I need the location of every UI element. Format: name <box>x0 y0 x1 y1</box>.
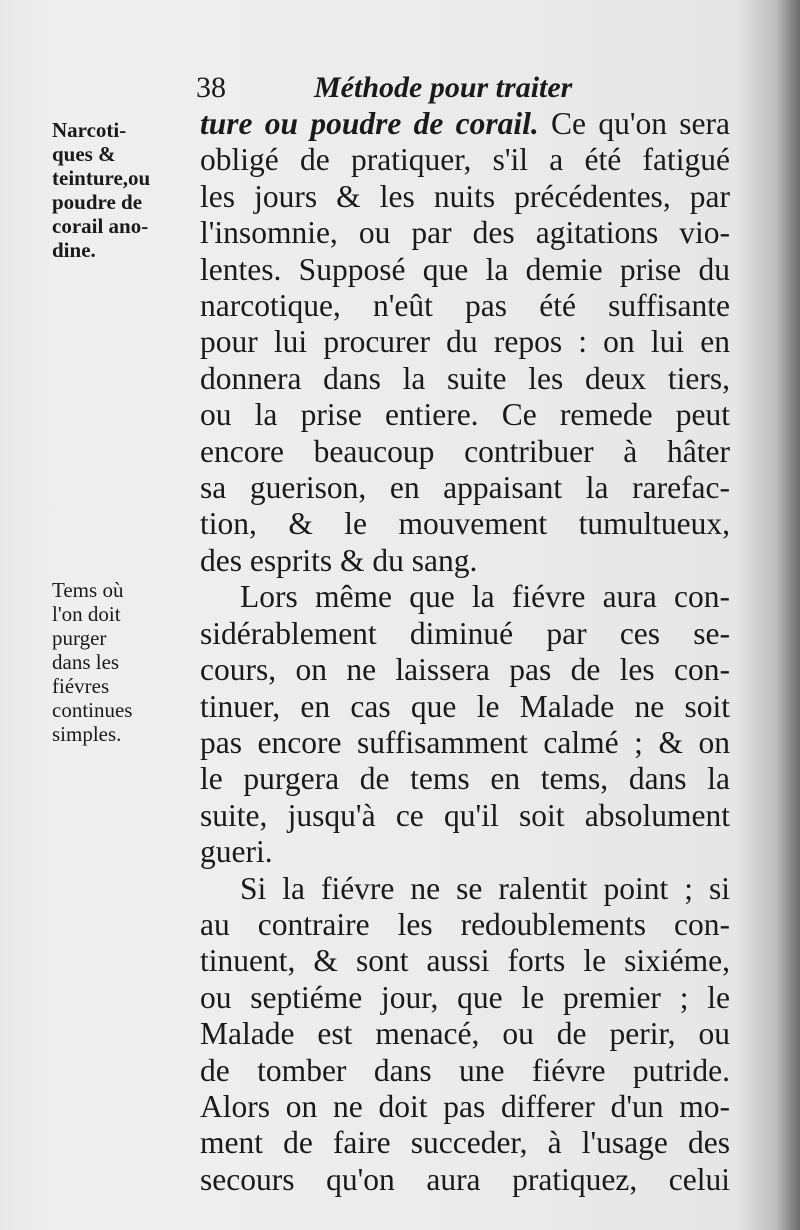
body-text <box>200 106 730 1198</box>
body-line-first-rest: Ce qu'on sera <box>538 106 730 141</box>
body-line: Alors on ne doit pas differer d'un mo- <box>200 1088 730 1124</box>
body-line: ou la prise entiere. Ce remede peut <box>200 397 730 433</box>
body-line: donnera dans la suite les deux tiers, <box>200 360 730 396</box>
body-line: lentes. Supposé que la demie prise du <box>200 251 730 287</box>
margin-note-line: simples. <box>52 722 122 746</box>
body-line: le purgera de tems en tems, dans la <box>200 761 730 797</box>
margin-note-line: dine. <box>52 238 96 262</box>
body-line: ment de faire succeder, à l'usage des <box>200 1125 730 1161</box>
margin-note-line: l'on doit <box>52 602 121 626</box>
page-header <box>196 68 716 108</box>
body-line-paragraph-start: Lors même que la fiévre aura con- <box>240 579 730 615</box>
body-line: l'insomnie, ou par des agitations vio- <box>200 215 730 251</box>
body-line: cours, on ne laissera pas de les con- <box>200 652 730 688</box>
body-line-first <box>200 106 730 142</box>
body-line: tinuer, en cas que le Malade ne soit <box>200 688 730 724</box>
body-line: pas encore suffisamment calmé ; & on <box>200 724 730 760</box>
body-line: pour lui procurer du repos : on lui en <box>200 324 730 360</box>
body-line-paragraph-start: Si la fiévre ne se ralentit point ; si <box>240 870 730 906</box>
margin-note-narcotics <box>52 118 184 262</box>
body-line: les jours & les nuits précédentes, par <box>200 178 730 214</box>
body-line: secours qu'on aura pratiquez, celui <box>200 1161 730 1197</box>
body-line: tion, & le mouvement tumultueux, <box>200 506 730 542</box>
body-line: encore beaucoup contribuer à hâter <box>200 433 730 469</box>
margin-note-line: continues <box>52 698 133 722</box>
body-line: Malade est menacé, ou de perir, ou <box>200 1016 730 1052</box>
body-line-paragraph-end: gueri. <box>200 834 273 870</box>
body-line: tinuent, & sont aussi forts le sixiéme, <box>200 943 730 979</box>
body-line: au contraire les redoublements con- <box>200 906 730 942</box>
margin-note-line: teinture,ou <box>52 166 151 190</box>
body-line: de tomber dans une fiévre putride. <box>200 1052 730 1088</box>
body-line: sidérablement diminué par ces se- <box>200 615 730 651</box>
margin-note-line: Narcoti- <box>52 118 127 142</box>
margin-note-purge-timing <box>52 578 184 746</box>
margin-note-line: Tems où <box>52 578 124 602</box>
body-line: obligé de pratiquer, s'il a été fatigué <box>200 142 730 178</box>
margin-note-line: purger <box>52 626 107 650</box>
margin-note-line: dans les <box>52 650 120 674</box>
page-number: 38 <box>196 71 226 104</box>
body-line: ou septiéme jour, que le premier ; le <box>200 979 730 1015</box>
body-line: narcotique, n'eût pas été suffisante <box>200 288 730 324</box>
margin-note-line: corail ano- <box>52 214 149 238</box>
italic-phrase: ture ou poudre de corail. <box>200 106 539 141</box>
body-line: sa guerison, en appaisant la rarefac- <box>200 470 730 506</box>
margin-note-line: poudre de <box>52 190 143 214</box>
margin-note-line: fiévres <box>52 674 110 698</box>
running-title: Méthode pour traiter <box>314 71 573 104</box>
body-line-paragraph-end: des esprits & du sang. <box>200 542 478 578</box>
margin-note-line: ques & <box>52 142 116 166</box>
body-line: suite, jusqu'à ce qu'il soit absolument <box>200 797 730 833</box>
